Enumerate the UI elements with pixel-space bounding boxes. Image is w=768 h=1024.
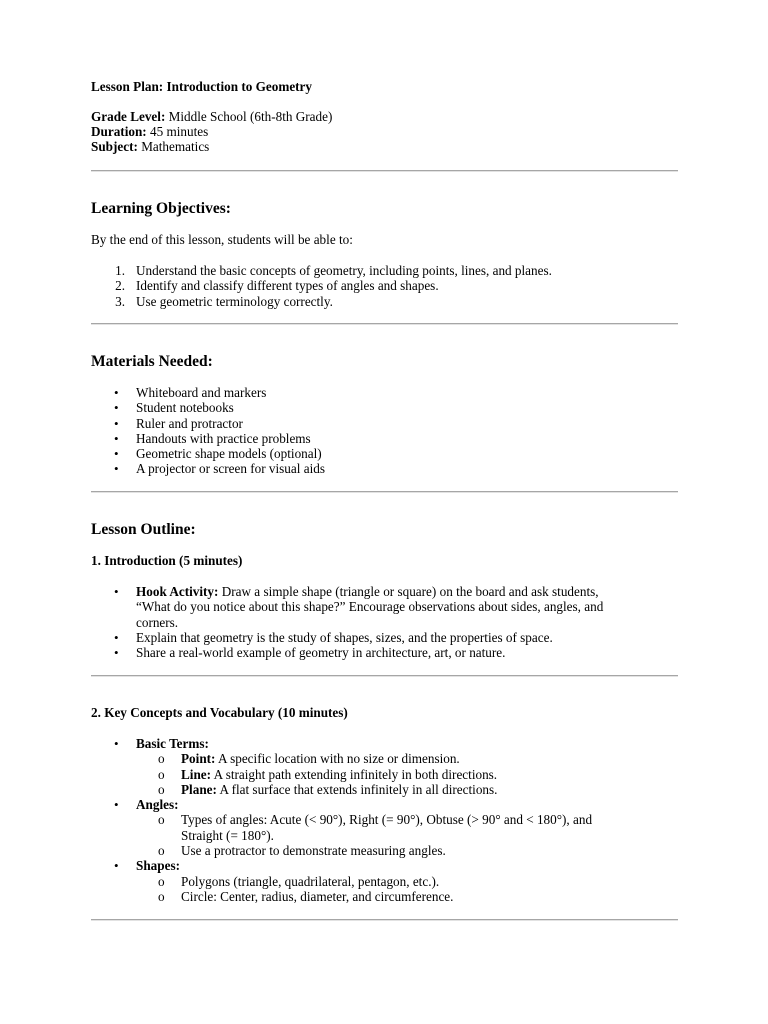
list-item [91,858,691,873]
plane-text: A flat surface that extends infinitely in all directions. [216,781,498,797]
list-number: 1. [115,263,125,278]
angles-types-line-1: Types of angles: Acute (< 90°), Right (= 90°), Obtuse (> 90° and < 180°), and [181,812,593,828]
subject-line [91,139,209,154]
list-item-text: Polygons (triangle, quadrilateral, pentagon, etc.). [181,873,440,889]
sub-bullet-icon: o [158,888,165,904]
bullet-icon: • [114,385,119,400]
list-item-text: Ruler and protractor [136,415,243,431]
list-number: 3. [115,293,125,309]
list-item [91,630,691,645]
materials-heading: Materials Needed: [91,353,213,370]
bullet-icon: • [114,400,119,416]
list-item [91,736,691,751]
grade-level-label: Grade Level: [91,109,166,124]
list-item [91,416,678,431]
basic-terms-label: Basic Terms: [136,736,209,751]
list-item-text: Understand the basic concepts of geometry, including points, lines, and planes. [136,263,552,278]
duration-label: Duration: [91,124,147,139]
divider [91,170,678,172]
angles-types-line-2: Straight (= 180°). [181,827,274,843]
bullet-icon: • [114,736,119,751]
bullet-icon: • [114,584,119,599]
duration-line [91,124,208,139]
list-item-text: A projector or screen for visual aids [136,461,325,477]
bullet-icon: • [114,645,119,661]
bullet-icon: • [114,858,119,874]
sub-bullet-icon: o [158,751,165,767]
list-item [91,645,691,660]
hook-activity-label: Hook Activity: [136,584,219,599]
divider [91,491,678,493]
sub-bullet-icon: o [158,873,165,889]
sub-list-item [91,782,691,797]
list-item-text: Use geometric terminology correctly. [136,293,333,309]
sub-list-item [91,812,691,843]
duration-value: 45 minutes [146,124,209,139]
list-item-text: Whiteboard and markers [136,385,267,400]
objectives-heading: Learning Objectives: [91,200,231,217]
list-item [91,431,678,446]
list-item-text: Handouts with practice problems [136,430,311,446]
divider [91,675,678,677]
hook-line-2: “What do you notice about this shape?” Encourage observations about sides, angles, and [136,599,604,615]
grade-level-value: Middle School (6th-8th Grade) [165,109,333,124]
hook-line-1 [136,584,691,599]
list-item [91,400,678,415]
sub-list-item [91,843,691,858]
outline-heading: Lesson Outline: [91,521,196,538]
sub-bullet-icon: o [158,843,165,859]
divider [91,323,678,325]
list-item-text: Explain that geometry is the study of shapes, sizes, and the properties of space. [136,629,553,645]
list-item-text: Geometric shape models (optional) [136,446,322,462]
divider [91,919,678,921]
list-item [91,294,678,309]
introduction-heading: 1. Introduction (5 minutes) [91,553,243,568]
bullet-icon: • [114,629,119,645]
list-item-text: Use a protractor to demonstrate measuring angles. [181,843,446,859]
list-item [91,461,678,476]
list-item [91,278,678,293]
sub-bullet-icon: o [158,781,165,797]
list-item-text: Share a real-world example of geometry in architecture, art, or nature. [136,645,506,661]
hook-line-3: corners. [136,614,179,630]
bullet-icon: • [114,446,119,462]
subject-value: Mathematics [137,139,210,154]
plane-label: Plane: [181,781,217,797]
list-number: 2. [115,278,125,294]
list-item [91,446,678,461]
list-item [91,584,691,630]
key-concepts-heading: 2. Key Concepts and Vocabulary (10 minutes) [91,705,348,720]
grade-level-line [91,109,332,124]
bullet-icon: • [114,797,119,813]
bullet-icon: • [114,461,119,477]
point-label: Point: [181,751,216,767]
shapes-label: Shapes: [136,858,180,874]
introduction-list [91,584,691,660]
bullet-icon: • [114,430,119,446]
line-text: A straight path extending infinitely in both directions. [211,766,498,782]
sub-list-item [91,751,691,766]
list-item [91,385,678,400]
document-title: Lesson Plan: Introduction to Geometry [91,79,313,94]
objectives-list [91,263,678,309]
sub-list-item [91,874,691,889]
hook-text: Draw a simple shape (triangle or square) on the board and ask students, [218,584,599,599]
sub-list-item [91,767,691,782]
list-item [91,263,678,278]
list-item [91,797,691,812]
bullet-icon: • [114,415,119,431]
list-item-text: Identify and classify different types of angles and shapes. [136,278,439,294]
angles-label: Angles: [136,797,179,813]
objectives-intro: By the end of this lesson, students will be able to: [91,232,353,247]
sub-bullet-icon: o [158,812,165,828]
subject-label: Subject: [91,139,138,154]
sub-list-item [91,889,691,904]
list-item-text: Circle: Center, radius, diameter, and circumference. [181,888,454,904]
key-concepts-list [91,736,691,904]
materials-list [91,385,678,477]
line-label: Line: [181,766,212,782]
sub-bullet-icon: o [158,766,165,782]
point-text: A specific location with no size or dimension. [215,751,460,767]
list-item-text: Student notebooks [136,400,234,416]
